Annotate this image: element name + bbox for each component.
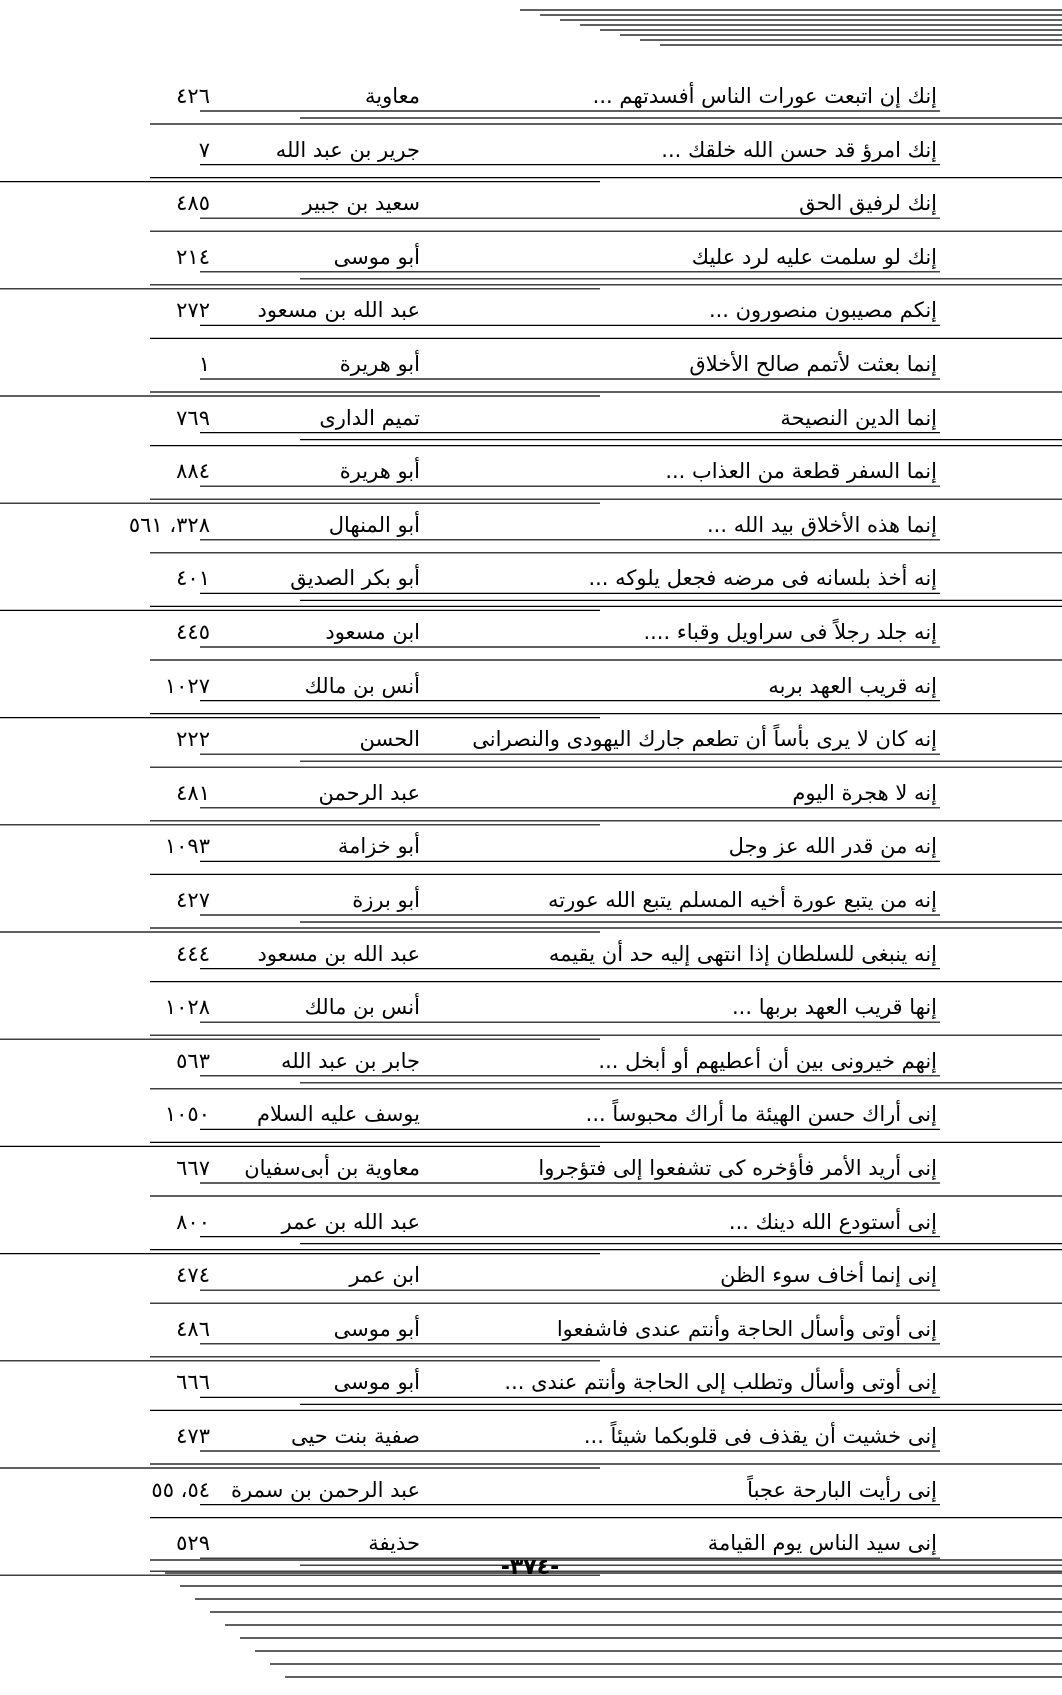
page-references: ١٠٢٧ xyxy=(164,673,210,698)
hadith-phrase: إنما الدين النصيحة xyxy=(780,405,937,430)
narrator-name: ابن عمر xyxy=(349,1263,420,1288)
hadith-phrase: إنى خشيت أن يقذف فى قلوبكما شيئاً ... xyxy=(583,1424,937,1448)
narrator-name: عبد الرحمن بن سمرة xyxy=(231,1477,420,1502)
narrator-name: أبو موسى xyxy=(333,1370,420,1395)
hadith-phrase: إنك إن اتبعت عورات الناس أفسدتهم ... xyxy=(592,84,937,108)
narrator-name: عبد الله بن مسعود xyxy=(257,298,420,323)
page-references: ٨٨٤ xyxy=(176,459,210,484)
hadith-phrase: إنه ينبغى للسلطان إذا انتهى إليه حد أن يقيمه xyxy=(548,941,937,966)
page-references: ٣٢٨، ٥٦١ xyxy=(128,512,210,537)
page-references: ١٠٩٣ xyxy=(164,834,210,859)
page-references: ٦٦٧ xyxy=(176,1156,210,1180)
page-references: ٤٧٤ xyxy=(176,1263,210,1288)
narrator-name: يوسف عليه السلام xyxy=(257,1102,420,1127)
hadith-phrase: إنه لا هجرة اليوم xyxy=(792,780,937,805)
index-row xyxy=(0,1098,1062,1130)
index-row xyxy=(0,1420,1062,1452)
hadith-phrase: إنه كان لا يرى بأساً أن تطعم جارك اليهودى والنصرانى xyxy=(472,727,937,752)
narrator-name: أبو المنهال xyxy=(328,512,420,537)
index-row xyxy=(0,670,1062,702)
page-references: ١ xyxy=(198,352,210,376)
page-references: ٤٨١ xyxy=(176,780,210,805)
hadith-phrase: إنه جلد رجلاً فى سراويل وقباء .... xyxy=(643,620,937,644)
hadith-phrase: إنه من قدر الله عز وجل xyxy=(728,834,937,859)
index-row xyxy=(0,294,1062,326)
narrator-name: أبو هريرة xyxy=(339,352,420,376)
index-row xyxy=(0,1366,1062,1398)
page-number: -٣٧٤- xyxy=(500,1555,560,1580)
page-references: ٥٤، ٥٥ xyxy=(151,1477,210,1502)
page-references: ٢٢٢ xyxy=(176,727,210,752)
page-references: ٢١٤ xyxy=(176,244,210,269)
page-references: ٥٢٩ xyxy=(176,1531,210,1556)
narrator-name: أبو بكر الصديق xyxy=(290,566,420,591)
index-row xyxy=(0,1152,1062,1184)
index-row xyxy=(0,1206,1062,1238)
hadith-phrase: إنى أستودع الله دينك ... xyxy=(728,1209,937,1234)
page-references: ٤٤٤ xyxy=(176,941,210,966)
index-row xyxy=(0,938,1062,970)
page-references: ٦٦٦ xyxy=(176,1370,210,1395)
page-references: ١٠٥٠ xyxy=(164,1102,210,1127)
page-references: ٤٤٥ xyxy=(176,620,210,644)
hadith-phrase: إنى إنما أخاف سوء الظن xyxy=(720,1263,937,1288)
index-row xyxy=(0,348,1062,380)
narrator-name: عبد الله بن مسعود xyxy=(257,941,420,966)
index-row xyxy=(0,509,1062,541)
hadith-phrase: إنى أوتى وأسأل وتطلب إلى الحاجة وأنتم عندى ... xyxy=(504,1370,937,1395)
page-references: ٤٢٦ xyxy=(176,84,210,108)
index-row xyxy=(0,1474,1062,1506)
narrator-name: سعيد بن جبير xyxy=(302,191,420,216)
narrator-name: تميم الدارى xyxy=(319,405,420,430)
narrator-name: الحسن xyxy=(359,727,420,752)
narrator-name: أنس بن مالك xyxy=(304,673,420,698)
index-row xyxy=(0,830,1062,862)
page-references: ٥٦٣ xyxy=(176,1048,210,1073)
narrator-name: صفية بنت حيى xyxy=(290,1424,420,1448)
page-references: ٤٧٣ xyxy=(176,1424,210,1448)
hadith-phrase: إنكم مصيبون منصورون ... xyxy=(708,298,937,323)
index-row xyxy=(0,616,1062,648)
index-row xyxy=(0,991,1062,1023)
index-row xyxy=(0,402,1062,434)
index-row xyxy=(0,1259,1062,1291)
page-references: ٤٨٦ xyxy=(176,1316,210,1341)
index-row xyxy=(0,80,1062,112)
page-references: ٢٧٢ xyxy=(176,298,210,323)
narrator-name: جابر بن عبد الله xyxy=(280,1048,420,1073)
hadith-phrase: إنها قريب العهد بربها ... xyxy=(732,995,937,1020)
page-references: ٧ xyxy=(198,137,210,162)
narrator-name: أنس بن مالك xyxy=(304,995,420,1020)
hadith-phrase: إنى أريد الأمر فأؤخره كى تشفعوا إلى فتؤجروا xyxy=(538,1156,937,1180)
hadith-phrase: إنما السفر قطعة من العذاب ... xyxy=(665,459,937,484)
index-row xyxy=(0,723,1062,755)
narrator-name: أبو هريرة xyxy=(339,459,420,484)
hadith-phrase: إنه قريب العهد بربه xyxy=(768,673,937,698)
index-row xyxy=(0,187,1062,219)
hadith-phrase: إنى رأيت البارحة عجباً xyxy=(747,1477,937,1502)
index-row xyxy=(0,884,1062,916)
narrator-name: أبو برزة xyxy=(352,888,420,912)
index-row xyxy=(0,455,1062,487)
hadith-phrase: إنى أوتى وأسأل الحاجة وأنتم عندى فاشفعوا xyxy=(556,1316,937,1341)
narrator-name: حذيفة xyxy=(368,1531,420,1556)
index-row xyxy=(0,562,1062,594)
index-row xyxy=(0,1045,1062,1077)
narrator-name: معاوية xyxy=(364,84,420,108)
hadith-phrase: إنك لو سلمت عليه لرد عليك xyxy=(691,244,937,269)
hadith-phrase: إنك امرؤ قد حسن الله خلقك ... xyxy=(661,137,937,162)
index-row xyxy=(0,1313,1062,1345)
index-row xyxy=(0,241,1062,273)
narrator-name: أبو خزامة xyxy=(337,834,420,859)
page-references: ١٠٢٨ xyxy=(164,995,210,1020)
hadith-phrase: إنك لرفيق الحق xyxy=(799,191,937,216)
narrator-name: معاوية بن أبى‌سفيان xyxy=(244,1156,420,1180)
narrator-name: أبو موسى xyxy=(333,1316,420,1341)
hadith-phrase: إنما بعثت لأتمم صالح الأخلاق xyxy=(689,352,937,376)
page-references: ٤٠١ xyxy=(176,566,210,591)
page-references: ٤٨٥ xyxy=(176,191,210,216)
narrator-name: أبو موسى xyxy=(333,244,420,269)
page-references: ٧٦٩ xyxy=(176,405,210,430)
hadith-phrase: إنى أراك حسن الهيئة ما أراك محبوساً ... xyxy=(585,1102,937,1127)
hadith-phrase: إنما هذه الأخلاق بيد الله ... xyxy=(707,512,937,537)
page-references: ٨٠٠ xyxy=(176,1209,210,1234)
hadith-phrase: إنه أخذ بلسانه فى مرضه فجعل يلوكه ... xyxy=(588,566,937,591)
narrator-name: عبد الله بن عمر xyxy=(281,1209,420,1234)
hadith-phrase: إنى سيد الناس يوم القيامة xyxy=(707,1531,937,1556)
page-references: ٤٢٧ xyxy=(176,888,210,912)
hadith-phrase: إنه من يتبع عورة أخيه المسلم يتبع الله عورته xyxy=(547,888,937,912)
index-row xyxy=(0,777,1062,809)
narrator-name: ابن مسعود xyxy=(325,620,420,644)
hadith-phrase: إنهم خيرونى بين أن أعطيهم أو أبخل ... xyxy=(598,1048,937,1073)
narrator-name: جرير بن عبد الله xyxy=(275,137,420,162)
narrator-name: عبد الرحمن xyxy=(318,780,420,805)
index-row xyxy=(0,134,1062,166)
